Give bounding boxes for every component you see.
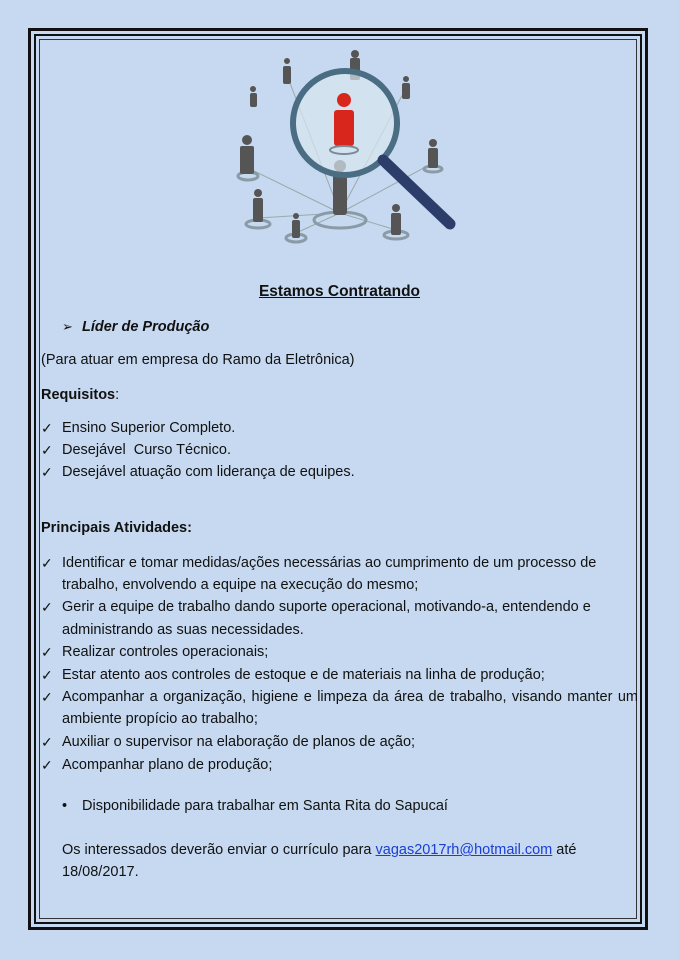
activities-heading: Principais Atividades: (41, 520, 192, 536)
activity-item-cont: trabalho, envolvendo a equipe na execução do mesmo; (62, 577, 419, 593)
activity-item-cont: ambiente propício ao trabalho; (62, 711, 258, 727)
check-icon: ✓ (41, 464, 53, 480)
availability-text: Disponibilidade para trabalhar em Santa Rita do Sapucaí (82, 798, 448, 814)
activity-item: Acompanhar plano de produção; (62, 757, 273, 773)
activity-item: Gerir a equipe de trabalho dando suporte operacional, motivando-a, entendendo e (62, 599, 591, 615)
requirement-item: Desejável atuação com liderança de equipes. (62, 464, 355, 480)
check-icon: ✓ (41, 420, 53, 436)
position-title: Líder de Produção (82, 319, 210, 335)
check-icon: ✓ (41, 734, 53, 750)
check-icon: ✓ (41, 442, 53, 458)
recruitment-illustration (228, 48, 458, 263)
contact-line: Os interessados deverão enviar o currículo para vagas2017rh@hotmail.com até (62, 842, 577, 858)
activity-item: Realizar controles operacionais; (62, 644, 269, 660)
check-icon: ✓ (41, 555, 53, 571)
check-icon: ✓ (41, 599, 53, 615)
activity-item: Auxiliar o supervisor na elaboração de planos de ação; (62, 734, 416, 750)
activity-item: Identificar e tomar medidas/ações necessárias ao cumprimento de um processo de (62, 555, 597, 571)
check-icon: ✓ (41, 757, 53, 773)
check-icon: ✓ (41, 667, 53, 683)
check-icon: ✓ (41, 689, 53, 705)
requirements-heading: Requisitos: (41, 387, 120, 403)
requirement-item: Desejável Curso Técnico. (62, 442, 231, 458)
arrow-icon: ➢ (62, 319, 73, 334)
bullet-icon: • (62, 798, 68, 814)
deadline-text: 18/08/2017. (62, 864, 139, 880)
company-note: (Para atuar em empresa do Ramo da Eletrônica) (41, 352, 355, 368)
activity-item-cont: administrando as suas necessidades. (62, 622, 304, 638)
activity-item: Acompanhar a organização, higiene e limpeza da área de trabalho, visando manter um (62, 689, 638, 705)
check-icon: ✓ (41, 644, 53, 660)
activity-item: Estar atento aos controles de estoque e de materiais na linha de produção; (62, 667, 545, 683)
requirement-item: Ensino Superior Completo. (62, 420, 236, 436)
email-link[interactable]: vagas2017rh@hotmail.com (375, 842, 553, 858)
page-title: Estamos Contratando (258, 283, 421, 300)
